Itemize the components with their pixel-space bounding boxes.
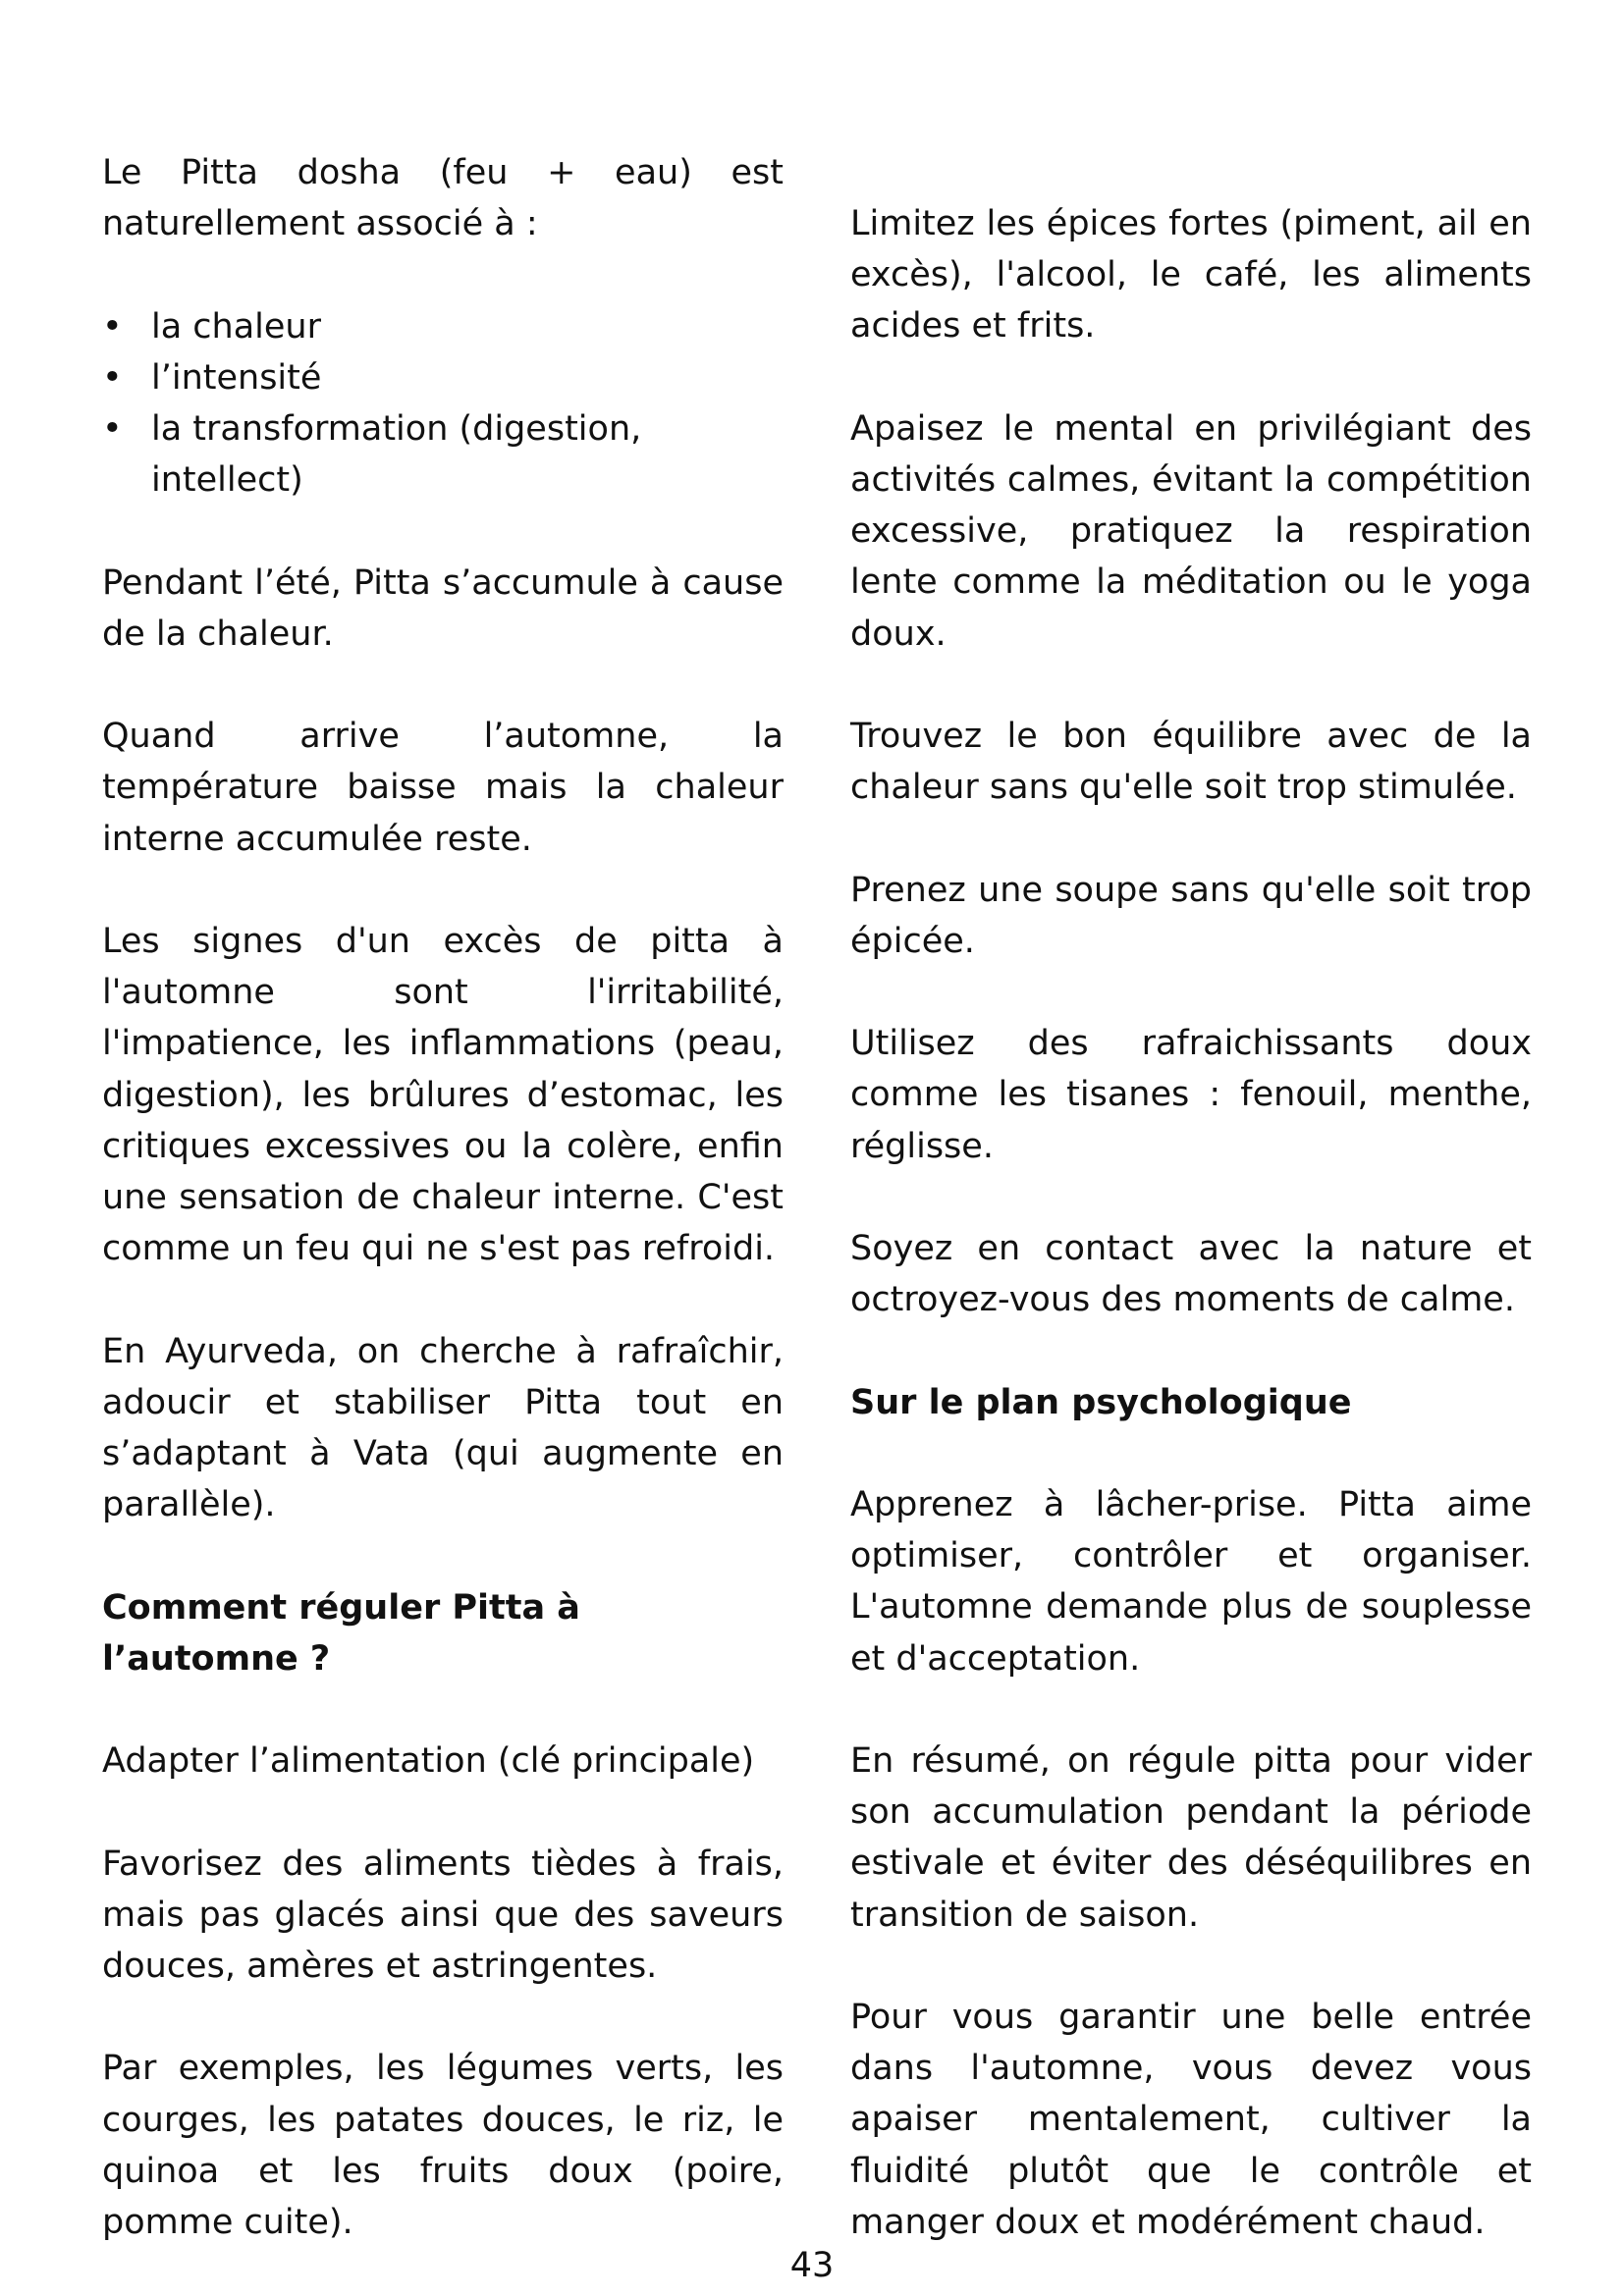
summary-paragraph: En résumé, on régule pitta pour vider son accumulation pendant la période estivale et éviter des déséquilibres en transition de saison. bbox=[850, 1740, 1532, 1935]
right-column bbox=[850, 198, 1532, 2248]
intro-paragraph: Le Pitta dosha (feu + eau) est naturellement associé à : bbox=[102, 153, 784, 244]
ayurveda-paragraph: En Ayurveda, on cherche à rafraîchir, adoucir et stabiliser Pitta tout en s’adaptant à Vata (qui augmente en parallèle). bbox=[102, 1331, 784, 1525]
page-number: 43 bbox=[789, 2246, 835, 2285]
limit-spices-paragraph: Limitez les épices fortes (piment, ail en excès), l'alcool, le café, les aliments acides et frits. bbox=[850, 204, 1532, 347]
let-go-paragraph: Apprenez à lâcher-prise. Pitta aime optimiser, contrôler et organiser. L'automne demande plus de souplesse et d'acceptation. bbox=[850, 1484, 1532, 1679]
diet-paragraph: Adapter l’alimentation (clé principale) bbox=[102, 1741, 755, 1782]
section-heading: Sur le plan psychologique bbox=[850, 1382, 1352, 1422]
bullet-marker: • bbox=[102, 409, 123, 449]
nature-paragraph: Soyez en contact avec la nature et octroyez-vous des moments de calme. bbox=[850, 1228, 1532, 1320]
pitta-qualities-list bbox=[102, 301, 784, 507]
list-item bbox=[102, 301, 784, 352]
calm-mind-paragraph: Apaisez le mental en privilégiant des activités calmes, évitant la compétition excessive, pratiquez la respiration lente comme la méditation ou le yoga doux. bbox=[850, 408, 1532, 654]
list-item bbox=[102, 403, 784, 506]
soup-paragraph: Prenez une soupe sans qu'elle soit trop épicée. bbox=[850, 870, 1532, 961]
summer-paragraph: Pendant l’été, Pitta s’accumule à cause de la chaleur. bbox=[102, 562, 784, 654]
list-item-text: la chaleur bbox=[151, 306, 322, 347]
section-heading: Comment réguler Pitta à l’automne ? bbox=[102, 1587, 580, 1679]
balance-paragraph: Trouvez le bon équilibre avec de la chaleur sans qu'elle soit trop stimulée. bbox=[850, 717, 1532, 808]
foods-paragraph: Favorisez des aliments tièdes à frais, mais pas glacés ainsi que des saveurs douces, amères et astringentes. bbox=[102, 1843, 784, 1986]
signs-paragraph: Les signes d'un excès de pitta à l'automne sont l'irritabilité, l'impatience, les inflammations (peau, digestion), les brûlures d’estomac, les critiques excessives ou la colère, enfin une sensation de chaleur interne. C'est comme un feu qui ne s'est pas refroidi. bbox=[102, 921, 784, 1269]
herbal-tea-paragraph: Utilisez des rafraichissants doux comme les tisanes : fenouil, menthe, réglisse. bbox=[850, 1024, 1532, 1166]
bullet-marker: • bbox=[102, 306, 123, 347]
autumn-paragraph: Quand arrive l’automne, la température baisse mais la chaleur interne accumulée reste. bbox=[102, 717, 784, 859]
examples-paragraph: Par exemples, les légumes verts, les courges, les patates douces, le riz, le quinoa et les fruits doux (poire, pomme cuite). bbox=[102, 2049, 784, 2242]
closing-paragraph: Pour vous garantir une belle entrée dans l'automne, vous devez vous apaiser mentalement, cultiver la fluidité plutôt que le contrôle et manger doux et modérément chaud. bbox=[850, 1997, 1532, 2242]
bullet-marker: • bbox=[102, 357, 123, 398]
left-column bbox=[102, 147, 784, 2248]
list-item-text: la transformation (digestion, intellect) bbox=[151, 409, 642, 501]
list-item bbox=[102, 352, 784, 403]
list-item-text: l’intensité bbox=[151, 357, 322, 398]
